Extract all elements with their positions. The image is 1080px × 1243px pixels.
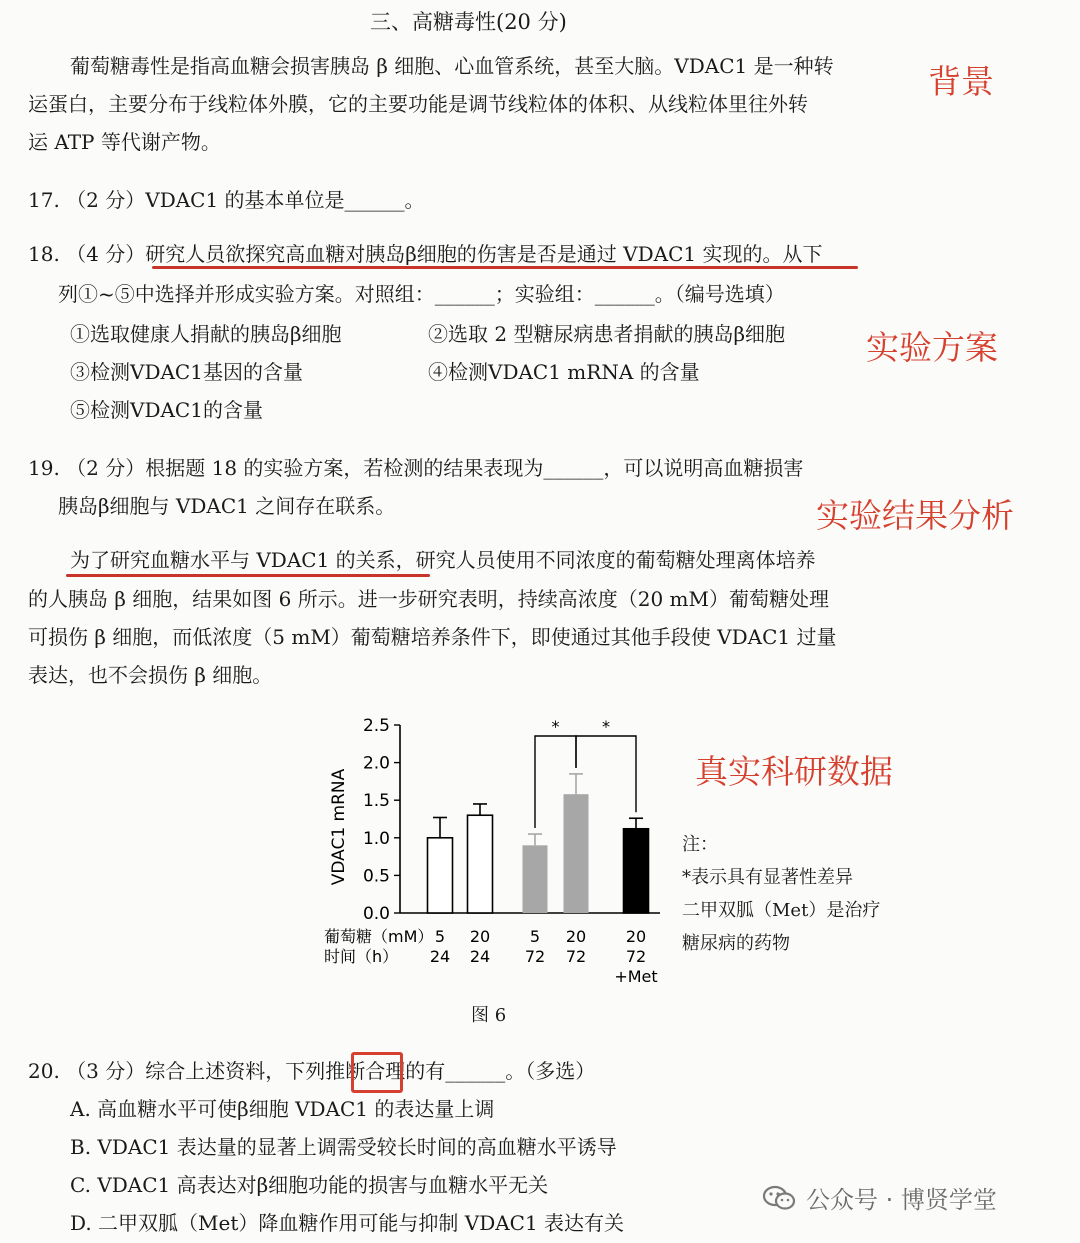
figure-caption: 图 6: [471, 1005, 507, 1026]
y-tick-label: 2.5: [362, 716, 390, 736]
annotation-background: 背景: [928, 62, 994, 101]
x-tick-extra: +Met: [614, 967, 658, 986]
red-box-mark: [351, 1052, 403, 1093]
q18-option-4: ④检测VDAC1 mRNA 的含量: [428, 360, 700, 384]
q20-option-a: A. 高血糖水平可使β细胞 VDAC1 的表达量上调: [70, 1097, 495, 1121]
question-18-line-2: 列①~⑤中选择并形成实验方案。对照组：______；实验组：______。（编号选填）: [58, 282, 785, 306]
q20-option-b: B. VDAC1 表达量的显著上调需受较长时间的高血糖水平诱导: [70, 1135, 617, 1159]
passage-line-4: 表达，也不会损伤 β 细胞。: [28, 663, 273, 687]
bar: [428, 838, 453, 913]
question-19-line-2: 胰岛β细胞与 VDAC1 之间存在联系。: [58, 494, 396, 518]
q18-underlined-aim: 研究人员欲探究高血糖对胰岛β细胞的伤害是否是通过 VDAC1 实现的: [145, 242, 763, 266]
section-title: 三、高糖毒性(20 分): [370, 10, 567, 34]
figure-6-bar-chart: [300, 708, 690, 998]
x-row-label-glucose: 葡萄糖（mM）: [324, 927, 434, 946]
x-tick-time: 72: [565, 947, 587, 966]
note-line-1: *表示具有显著性差异: [682, 867, 853, 888]
q20-stem-b: 合理的有______。（多选）: [365, 1059, 596, 1083]
q20-option-d: D. 二甲双胍（Met）降血糖作用可能与抑制 VDAC1 表达有关: [70, 1211, 625, 1235]
q18-option-2: ②选取 2 型糖尿病患者捐献的胰岛β细胞: [428, 322, 786, 346]
x-tick-time: 72: [625, 947, 647, 966]
q20-boxed-word: 推断: [325, 1059, 366, 1083]
annotation-data: 真实科研数据: [695, 752, 893, 791]
watermark: [762, 1180, 997, 1215]
x-tick-time: 72: [524, 947, 546, 966]
significance-star: *: [602, 717, 610, 736]
red-underline-passage: [66, 574, 430, 577]
bar: [468, 815, 493, 913]
background-line-3: 运 ATP 等代谢产物。: [28, 130, 221, 154]
y-tick-label: 0.5: [362, 866, 390, 887]
q18-number: 18. （4 分）: [28, 242, 146, 266]
annotation-analysis: 实验结果分析: [816, 496, 1014, 535]
x-tick-time: 24: [429, 947, 451, 966]
y-tick-label: 1.5: [362, 791, 390, 812]
annotation-scheme: 实验方案: [866, 328, 998, 367]
watermark-text: 公众号 · 博贤学堂: [806, 1186, 997, 1214]
x-tick-glucose: 5: [434, 927, 446, 946]
passage-line-2: 的人胰岛 β 细胞，结果如图 6 所示。进一步研究表明，持续高浓度（20 mM）葡萄糖处理: [28, 587, 829, 611]
x-tick-glucose: 20: [565, 927, 587, 946]
question-18-line-1: [28, 240, 822, 268]
x-tick-glucose: 20: [625, 927, 647, 946]
passage-underlined: 为了研究血糖水平与 VDAC1 的关系: [70, 548, 396, 572]
bar: [624, 829, 649, 913]
question-20-stem: [28, 1057, 595, 1085]
note-line-3: 糖尿病的药物: [682, 933, 790, 954]
x-tick-time: 24: [469, 947, 491, 966]
y-axis-label: VDAC1 mRNA: [329, 768, 349, 886]
passage-rest: ，研究人员使用不同浓度的葡萄糖处理离体培养: [395, 548, 816, 572]
x-row-label-time: 时间（h）: [324, 947, 399, 966]
passage-line-1: [70, 546, 816, 574]
q18-tail: 。从下: [762, 242, 823, 266]
y-tick-label: 1.0: [362, 828, 390, 849]
y-tick-label: 2.0: [362, 753, 390, 774]
background-line-1: 葡萄糖毒性是指高血糖会损害胰岛 β 细胞、心血管系统，甚至大脑。VDAC1 是一种转: [70, 54, 834, 78]
red-underline-q18: [152, 266, 858, 269]
x-tick-glucose: 20: [469, 927, 491, 946]
question-17: 17. （2 分）VDAC1 的基本单位是______。: [28, 188, 425, 212]
significance-star: *: [551, 717, 560, 736]
q20-stem-a: 20. （3 分）综合上述资料，下列: [28, 1059, 326, 1083]
passage-line-3: 可损伤 β 细胞，而低浓度（5 mM）葡萄糖培养条件下，即使通过其他手段使 VDAC1 过量: [28, 625, 837, 649]
question-19-line-1: 19. （2 分）根据题 18 的实验方案，若检测的结果表现为______，可以说明高血糖损害: [28, 456, 804, 480]
q18-option-1: ①选取健康人捐献的胰岛β细胞: [70, 322, 342, 346]
x-tick-glucose: 5: [529, 927, 541, 946]
note-title: 注：: [682, 834, 718, 855]
background-line-2: 运蛋白，主要分布于线粒体外膜，它的主要功能是调节线粒体的体积、从线粒体里往外转: [28, 92, 808, 116]
q18-option-5: ⑤检测VDAC1的含量: [70, 398, 263, 422]
y-tick-label: 0.0: [362, 904, 390, 924]
bar: [564, 794, 589, 913]
q18-option-3: ③检测VDAC1基因的含量: [70, 360, 303, 384]
q20-option-c: C. VDAC1 高表达对β细胞功能的损害与血糖水平无关: [70, 1173, 549, 1197]
bar: [523, 845, 548, 913]
note-line-2: 二甲双胍（Met）是治疗: [682, 900, 881, 921]
wechat-icon: [762, 1184, 796, 1212]
